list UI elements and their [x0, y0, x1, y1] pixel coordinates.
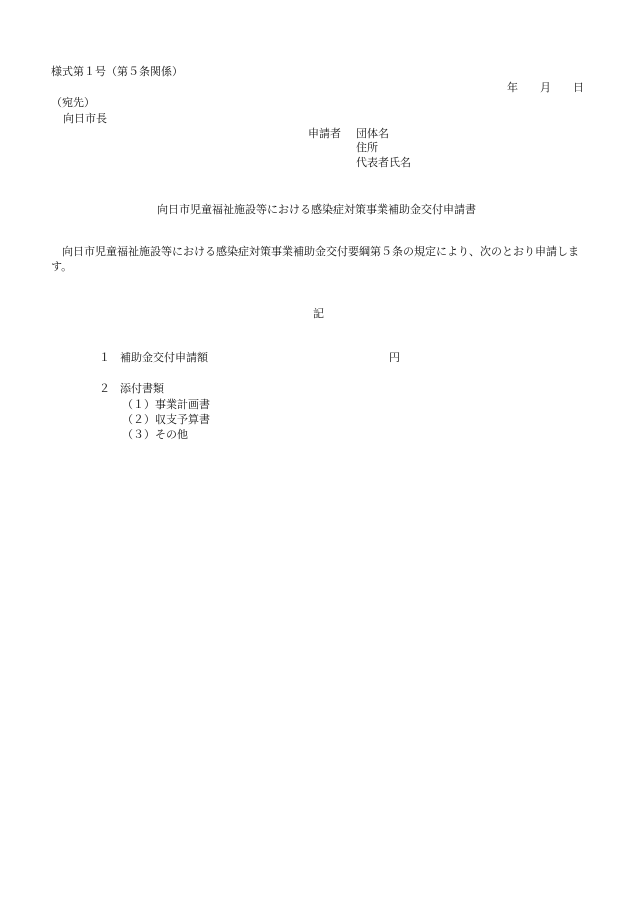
addressee-name: 向日市長: [63, 112, 107, 125]
date-month: 月: [540, 81, 551, 94]
body-text: 向日市児童福祉施設等における感染症対策事業補助金交付要綱第５条の規定により、次のとおり申請します。: [51, 245, 579, 273]
item-number: １: [99, 351, 110, 364]
item-label-attachments: 添付書類: [120, 382, 164, 395]
ki-marker: 記: [313, 307, 324, 320]
document-title: 向日市児童福祉施設等における感染症対策事業補助金交付申請書: [157, 203, 476, 216]
date-day: 日: [573, 81, 584, 94]
addressee-label: （宛先）: [51, 96, 95, 109]
attachment-item: （１）事業計画書: [122, 398, 210, 411]
representative-label: 代表者氏名: [356, 156, 411, 169]
attachment-item: （２）収支予算書: [122, 413, 210, 426]
attachment-item: （３）その他: [122, 428, 188, 441]
item-label-grant-amount: 補助金交付申請額: [120, 351, 208, 364]
org-name-label: 団体名: [356, 127, 389, 140]
date-line: [507, 80, 584, 95]
address-label: 住所: [356, 141, 378, 154]
date-year: 年: [507, 81, 518, 94]
applicant-label: 申請者: [308, 127, 341, 140]
item-number: ２: [99, 382, 110, 395]
form-number: 様式第１号（第５条関係）: [51, 65, 183, 78]
item-unit-yen: 円: [389, 351, 400, 364]
